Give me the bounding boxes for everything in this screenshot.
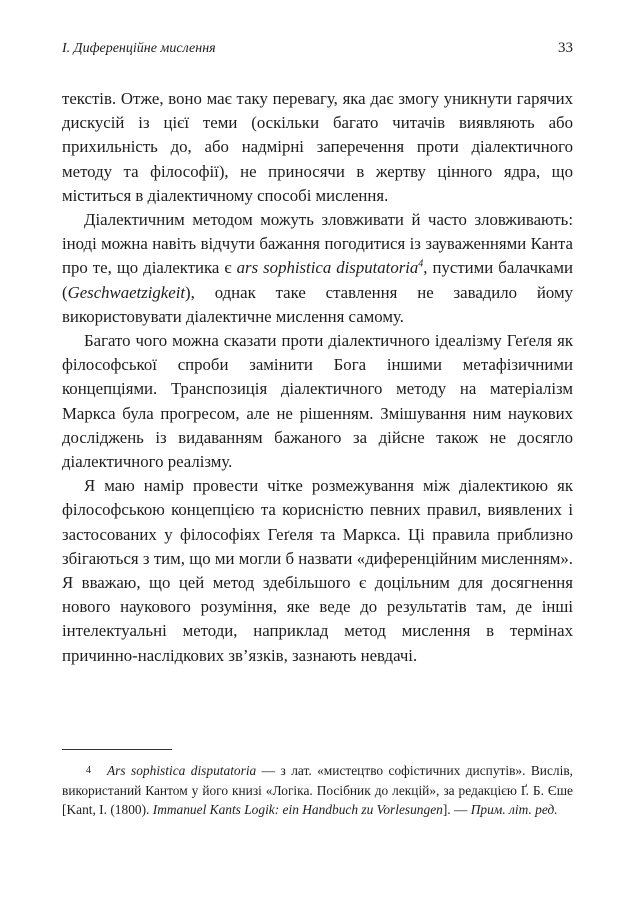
page-number: 33 [558,40,573,56]
footnote-marker: 4 [86,765,91,776]
german-term: Geschwaetzigkeit [67,282,186,302]
footnote-book-title: Immanuel Kants Logik: ein Handbuch zu Vorlesungen [152,802,443,818]
paragraph-2-text-f: ), однак таке ставлення не завадило йому використовувати діалектичне мислення самому. [62,282,573,326]
paragraph-3: Багато чого можна сказати проти діалектичного ідеалізму Геґеля як філософської спроби замінити Бога іншими метафізичними концепціями. Транспозиція діалектичного методу на матеріалізм Маркса була прогресом, але не рішенням. Змішування ним наукових досліджень із видаванням бажаного за дійсне також не досягло діалектичного реалізму. [62,331,573,472]
paragraph-2 [62,208,573,329]
page-header [62,40,573,62]
paragraph-1: текстів. Отже, воно має таку перевагу, яка дає змогу уникнути гарячих дискусій із цієї теми (оскільки багато читачів виявляють або прихильність до, або надмірні заперечення проти діалектичного методу та філософії), не приносячи в жертву цінного ядра, що міститься в діалектичному способі мислення. [62,89,573,205]
footnote-latin-term: Ars sophistica disputatoria [107,763,257,778]
footnote-divider [62,749,172,750]
footnote-reference: 4 [418,258,424,270]
body-text [62,87,573,668]
paragraph-2-text-d: , пустими балачками ( [62,258,573,302]
latin-term: ars sophistica disputatoria [236,258,419,278]
running-title: I. Диференційне мислення [62,41,216,56]
footnote-editor-note: Прим. літ. ред. [470,802,558,818]
footnote-text-b: — з лат. «мистецтво софістичних диспутів». Вислів, використаний Кантом у його книзі «Логіка. Посібник до лекцій», за редакцією Ґ. Б. Єше [Kant, I. (1800). [62,763,573,818]
footnote-text-d: ]. — [442,802,471,818]
paragraph-2-text-a: Діалектичним методом можуть зловживати й часто зловживають: іноді можна навіть відчути бажання погодитися із зауваженнями Канта про те, що діалектика є [62,210,573,278]
footnote [62,761,573,820]
paragraph-4: Я маю намір провести чітке розмежування між діалектикою як філософською концепцією та корисністю певних правил, виявлених і застосованих у філософіях Геґеля та Маркса. Ці правила приблизно збігаються з тим, що ми могли б назвати «диференційним мисленням». Я вважаю, що цей метод здебільшого є доцільним для досягнення нового наукового розуміння, яке веде до результатів там, де інші інтелектуальні методи, наприклад метод мислення в термінах причинно-наслідкових зв’язків, зазнають невдачі. [62,476,573,665]
